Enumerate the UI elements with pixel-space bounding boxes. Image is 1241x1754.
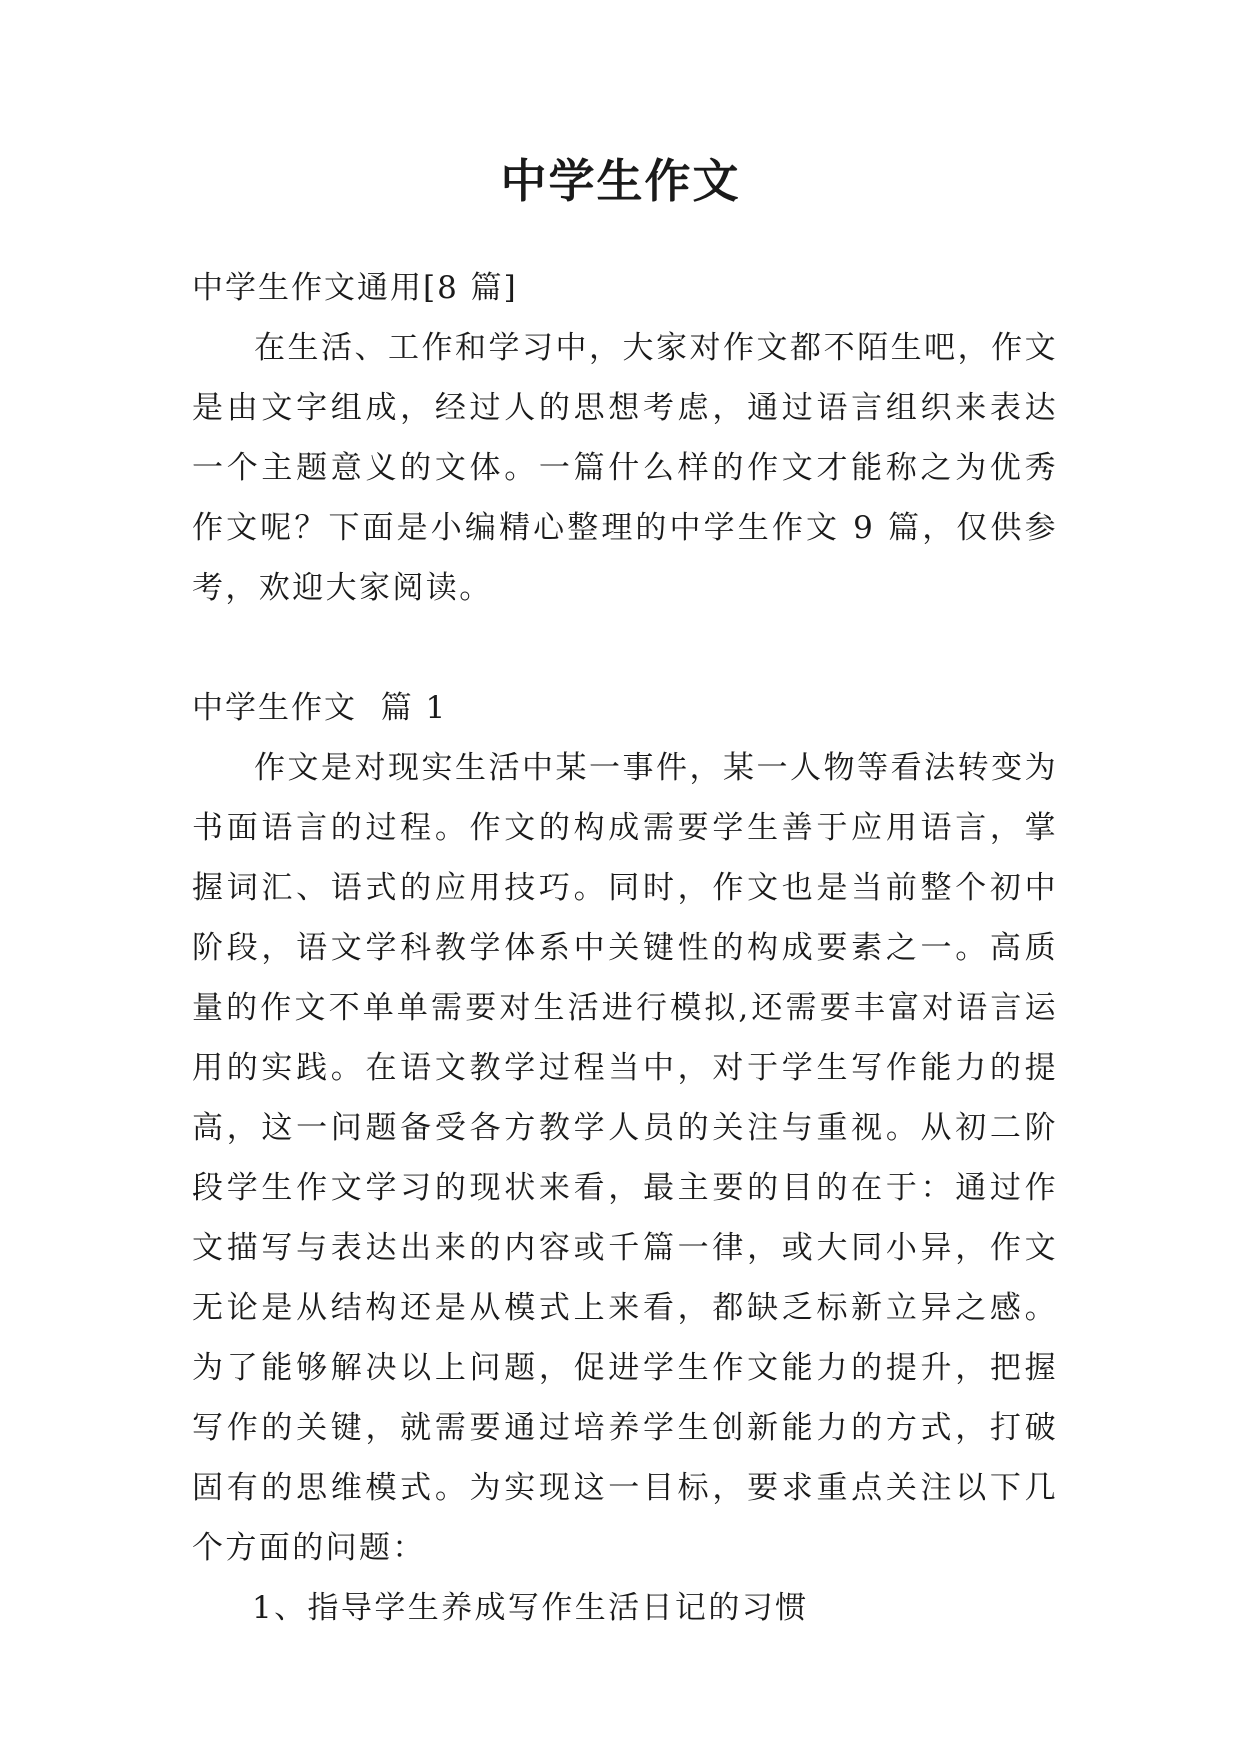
document-subtitle: 中学生作文通用[8 篇] [192,270,518,306]
section-body-paragraph: 作文是对现实生活中某一事件，某一人物等看法转变为书面语言的过程。作文的构成需要学生善于应用语言，掌握词汇、语式的应用技巧。同时，作文也是当前整个初中阶段，语文学科教学体系中关键性的构成要素之一。高质量的作文不单单需要对生活进行模拟,还需要丰富对语言运用的实践。在语文教学过程当中，对于学生写作能力的提高，这一问题备受各方教学人员的关注与重视。从初二阶段学生作文学习的现状来看，最主要的目的在于：通过作文描写与表达出来的内容或千篇一律，或大同小异，作文无论是从结构还是从模式上来看，都缺乏标新立异之感。为了能够解决以上问题，促进学生作文能力的提升，把握写作的关键，就需要通过培养学生创新能力的方式，打破固有的思维模式。为实现这一目标，要求重点关注以下几个方面的问题： [192,750,1058,1566]
list-item: 1、指导学生养成写作生活日记的习惯 [252,1590,809,1626]
document-body [192,258,1058,1638]
paragraph-spacer [192,618,1058,678]
intro-paragraph: 在生活、工作和学习中，大家对作文都不陌生吧，作文是由文字组成，经过人的思想考虑，通过语言组织来表达一个主题意义的文体。一篇什么样的作文才能称之为优秀作文呢？下面是小编精心整理的中学生作文 9 篇，仅供参考，欢迎大家阅读。 [192,330,1058,606]
section-heading: 中学生作文 篇 1 [192,690,448,726]
document-title: 中学生作文 [500,154,741,208]
